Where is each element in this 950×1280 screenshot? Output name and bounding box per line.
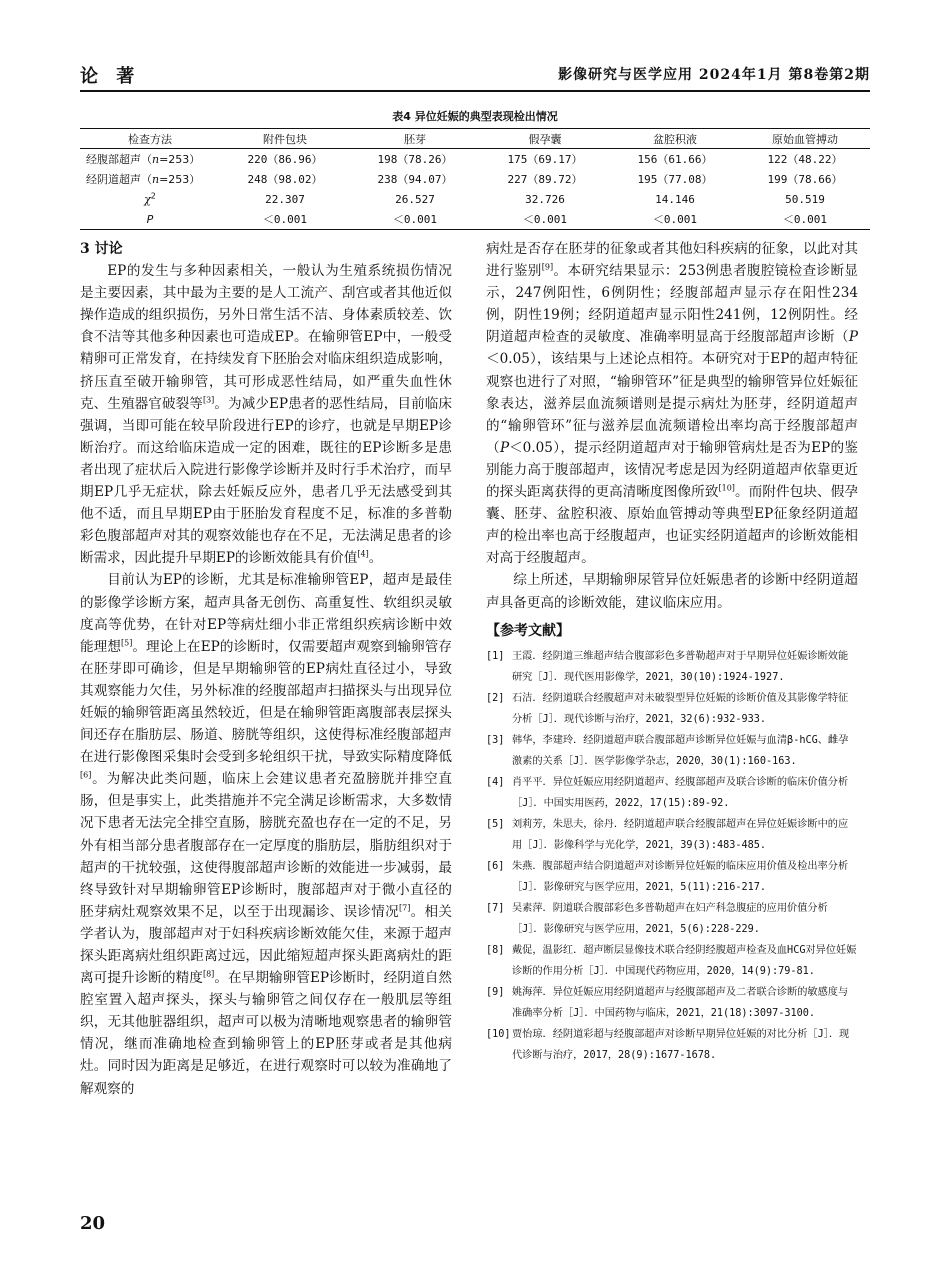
reference-item: [8] 戴促，温影红．超声断层显像技术联合经阴经腹超声检查及血HCG对异位妊娠诊断的作用分析［J］．中国现代药物应用，2020，14(9):79-81. [486, 944, 857, 977]
citation: [7] [399, 903, 411, 913]
table-cell: 156（61.66） [637, 153, 713, 166]
table-cell: ＜0.001 [610, 209, 740, 230]
reference-item: [3] 韩华，李建玲．经阴道超声联合腹部超声诊断异位妊娠与血清β-hCG、雌孕激素的关系［J］．医学影像学杂志，2020，30(1):160-163. [486, 734, 849, 767]
table-cell: 195（77.08） [637, 173, 713, 186]
paragraph-conclusion: 综上所述，早期输卵尿管异位妊娠患者的诊断中经阴道超声具备更高的诊断效能，建议临床应用。 [486, 572, 858, 611]
citation: [6] [80, 770, 92, 780]
table-cell: 220（86.96） [247, 153, 323, 166]
table-header-row [80, 129, 870, 149]
references-heading: 【参考文献】 [486, 622, 570, 639]
table-cell: ＜0.001 [740, 209, 870, 230]
p-symbol: P [499, 439, 510, 456]
table-cell: 50.519 [785, 192, 825, 206]
p-symbol: P [848, 329, 858, 346]
page-header [80, 62, 870, 92]
p-label: P [80, 209, 220, 230]
citation: [4] [357, 549, 369, 559]
references-list [486, 646, 858, 1066]
section-title: 3 讨论 [80, 241, 123, 257]
page-number: 20 [80, 1213, 106, 1234]
reference-item: [2] 石洁．经阴道联合经腹超声对未破裂型异位妊娠的诊断价值及其影像学特征分析［J］．现代诊断与治疗，2021，32(6):932-933. [486, 692, 849, 725]
table-cell: 22.307 [265, 192, 305, 206]
table-cell: ＜0.001 [220, 209, 350, 230]
reference-item: [1] 王霞．经阴道三维超声结合腹部彩色多普勒超声对于早期异位妊娠诊断效能研究［J］．现代医用影像学，2021，30(10):1924-1927. [486, 650, 849, 683]
citation: [9] [541, 262, 554, 272]
table-cell-method: 经阴道超声（n=253） [86, 173, 201, 186]
journal-info: 影像研究与医学应用 2024年1月 第8卷第2期 [558, 67, 870, 83]
table-row-chi [80, 189, 870, 209]
table-header-cell: 原始血管搏动 [740, 129, 870, 149]
table-cell: 248（98.02） [247, 173, 323, 186]
citation: [5] [120, 638, 133, 648]
table-header-cell: 假孕囊 [480, 129, 610, 149]
results-table [80, 128, 870, 230]
section-label: 论 著 [80, 66, 141, 87]
table-row [80, 169, 870, 189]
table-cell: ＜0.001 [350, 209, 480, 230]
reference-item: [4] 肖平平．异位妊娠应用经阴道超声、经腹部超声及联合诊断的临床价值分析［J］．中国实用医药，2022，17(15):89-92. [486, 776, 849, 809]
table-cell: 199（78.66） [767, 173, 843, 186]
reference-item: [6] 朱燕．腹部超声结合阴道超声对诊断异位妊娠的临床应用价值及检出率分析［J］．影像研究与医学应用，2021，5(11):216-217. [486, 860, 849, 893]
table-header-cell: 胚芽 [350, 129, 480, 149]
table-header-cell: 附件包块 [220, 129, 350, 149]
citation: [10] [718, 483, 735, 493]
table-cell: ＜0.001 [480, 209, 610, 230]
reference-item: [10] 贾怡琼．经阴道彩超与经腹部超声对诊断早期异位妊娠的对比分析［J］．现代诊断与治疗，2017，28(9):1677-1678. [486, 1028, 850, 1061]
table-cell: 227（89.72） [507, 173, 583, 186]
paragraph-continued: 病灶是否存在胚芽的征象或者其他妇科疾病的征象，以此对其进行鉴别[9]。本研究结果显示：253例患者腹腔镜检查诊断显示，247例阳性，6例阴性；经腹部超声显示存在阳性234例，阴性19例；经阴道超声显示阳性241例，12例阴性。经阴道超声检查的灵敏度、准确率明显高于经腹部超声诊断（P＜0.05），该结果与上述论点相符。本研究对于EP的超声特征观察也进行了对照，“输卵管环”征是典型的输卵管异位妊娠征象表达，滋养层血流频谱则是提示病灶为胚芽，经阴道超声的“输卵管环”征与滋养层血流频谱检出率均高于经腹部超声（P＜0.05），提示经阴道超声对于输卵管病灶是否为EP的鉴别能力高于腹部超声，该情况考虑是因为经阴道超声依靠更近的探头距离获得的更高清晰度图像所致[10]。而附件包块、假孕囊、胚芽、盆腔积液、原始血管搏动等典型EP征象经阴道超声的检出率也高于经腹超声，也证实经阴道超声的诊断效能相对高于经腹超声。 [486, 241, 859, 567]
reference-item: [9] 姚海萍．异位妊娠应用经阴道超声与经腹部超声及二者联合诊断的敏感度与准确率分析［J］．中国药物与临床，2021，21(18):3097-3100. [486, 986, 849, 1019]
header-rule [80, 90, 870, 92]
table-cell: 32.726 [525, 192, 565, 206]
right-column [486, 238, 858, 1066]
table-row [80, 149, 870, 170]
table-cell: 175（69.17） [507, 153, 583, 166]
table-cell-method: 经腹部超声（n=253） [86, 153, 201, 166]
table-cell: 198（78.26） [377, 153, 453, 166]
citation: [3] [202, 395, 215, 405]
citation: [8] [202, 969, 215, 979]
table-header-cell: 检查方法 [80, 129, 220, 149]
paragraph: 目前认为EP的诊断，尤其是标准输卵管EP，超声是最佳的影像学诊断方案，超声具备无创伤、高重复性、软组织灵敏度高等优势，在针对EP等病灶细小非正常组织疾病诊断中效能理想[5]。理论上在EP的诊断时，仅需要超声观察到输卵管存在胚芽即可确诊，但是早期输卵管的EP病灶直径过小，导致其观察能力欠佳，另外标准的经腹部超声扫描探头与出现异位妊娠的输卵管距离虽然较近，但是在输卵管距离腹部表层探头间还存在脂肪层、肠道、膀胱等组织，这使得标准经腹部超声在进行影像图采集时会受到多轮组织干扰，导致实际精度降低[6]。为解决此类问题，临床上会建议患者充盈膀胱并排空直肠，但是事实上，此类措施并不完全满足诊断需求，大多数情况下患者无法完全排空直肠，膀胱充盈也存在一定的不足，另外有相当部分患者腹部存在一定厚度的脂肪层，脂肪组织对于超声的干扰较强，这使得腹部超声诊断的效能进一步减弱，最终导致针对早期输卵管EP诊断时，腹部超声对于微小直径的胚芽病灶观察效果不足，以至于出现漏诊、误诊情况[7]。相关学者认为，腹部超声对于妇科疾病诊断效能欠佳，来源于超声探头距离病灶组织距离过远，因此缩短超声探头距离病灶的距离可提升诊断的精度[8]。在早期输卵管EP诊断时，经阴道自然腔室置入超声探头，探头与输卵管之间仅存在一般肌层等组织，无其他脏器组织，超声可以极为清晰地观察患者的输卵管情况，继而准确地检查到输卵管上的EP胚芽或者是其他病灶。同时因为距离是足够近，在进行观察时可以较为准确地了解观察的 [80, 572, 453, 1097]
chi-label: $\chi^2$ [144, 190, 156, 206]
reference-item: [5] 刘莉芳，朱思夫，徐丹．经阴道超声联合经腹部超声在异位妊娠诊断中的应用［J］．影像科学与光化学，2021，39(3):483-485. [486, 818, 849, 851]
table-row-p [80, 209, 870, 230]
paragraph: EP的发生与多种因素相关，一般认为生殖系统损伤情况是主要因素，其中最为主要的是人工流产、刮宫或者其他近似操作造成的组织损伤，另外日常生活不洁、身体素质较差、饮食不洁等其他多种因素也可造成EP。在输卵管EP中，一般受精卵可正常发育，在持续发育下胚胎会对临床组织造成影响，挤压直至破开输卵管，其可形成恶性结局，如严重失血性休克、生殖器官破裂等[3]。为减少EP患者的恶性结局，目前临床强调，当即可能在较早阶段进行EP的诊疗，也就是早期EP诊断治疗。而这给临床造成一定的困难，既往的EP诊断多是患者出现了症状后入院进行影像学诊断并及时行手术治疗，而早期EP几乎无症状，除去妊娠反应外，患者几乎无法感受到其他不适，而且早期EP由于胚胎发育程度不足，标准的多普勒彩色腹部超声对其的观察效能也存在不足，无法满足患者的诊断需求，因此提升早期EP的诊断效能具有价值[4]。 [80, 263, 452, 567]
table-cell: 238（94.07） [377, 173, 453, 186]
right-column-text [486, 238, 858, 569]
table-title: 表4 异位妊娠的典型表现检出情况 [392, 110, 558, 123]
table-cell: 14.146 [655, 192, 695, 206]
table-header-cell: 盆腔积液 [610, 129, 740, 149]
reference-item: [7] 吴素萍．阴道联合腹部彩色多普勒超声在妇产科急腹症的应用价值分析［J］．影像研究与医学应用，2021，5(6):228-229. [486, 902, 828, 935]
left-column [80, 238, 452, 1100]
table-cell: 122（48.22） [767, 153, 843, 166]
table-cell: 26.527 [395, 192, 435, 206]
